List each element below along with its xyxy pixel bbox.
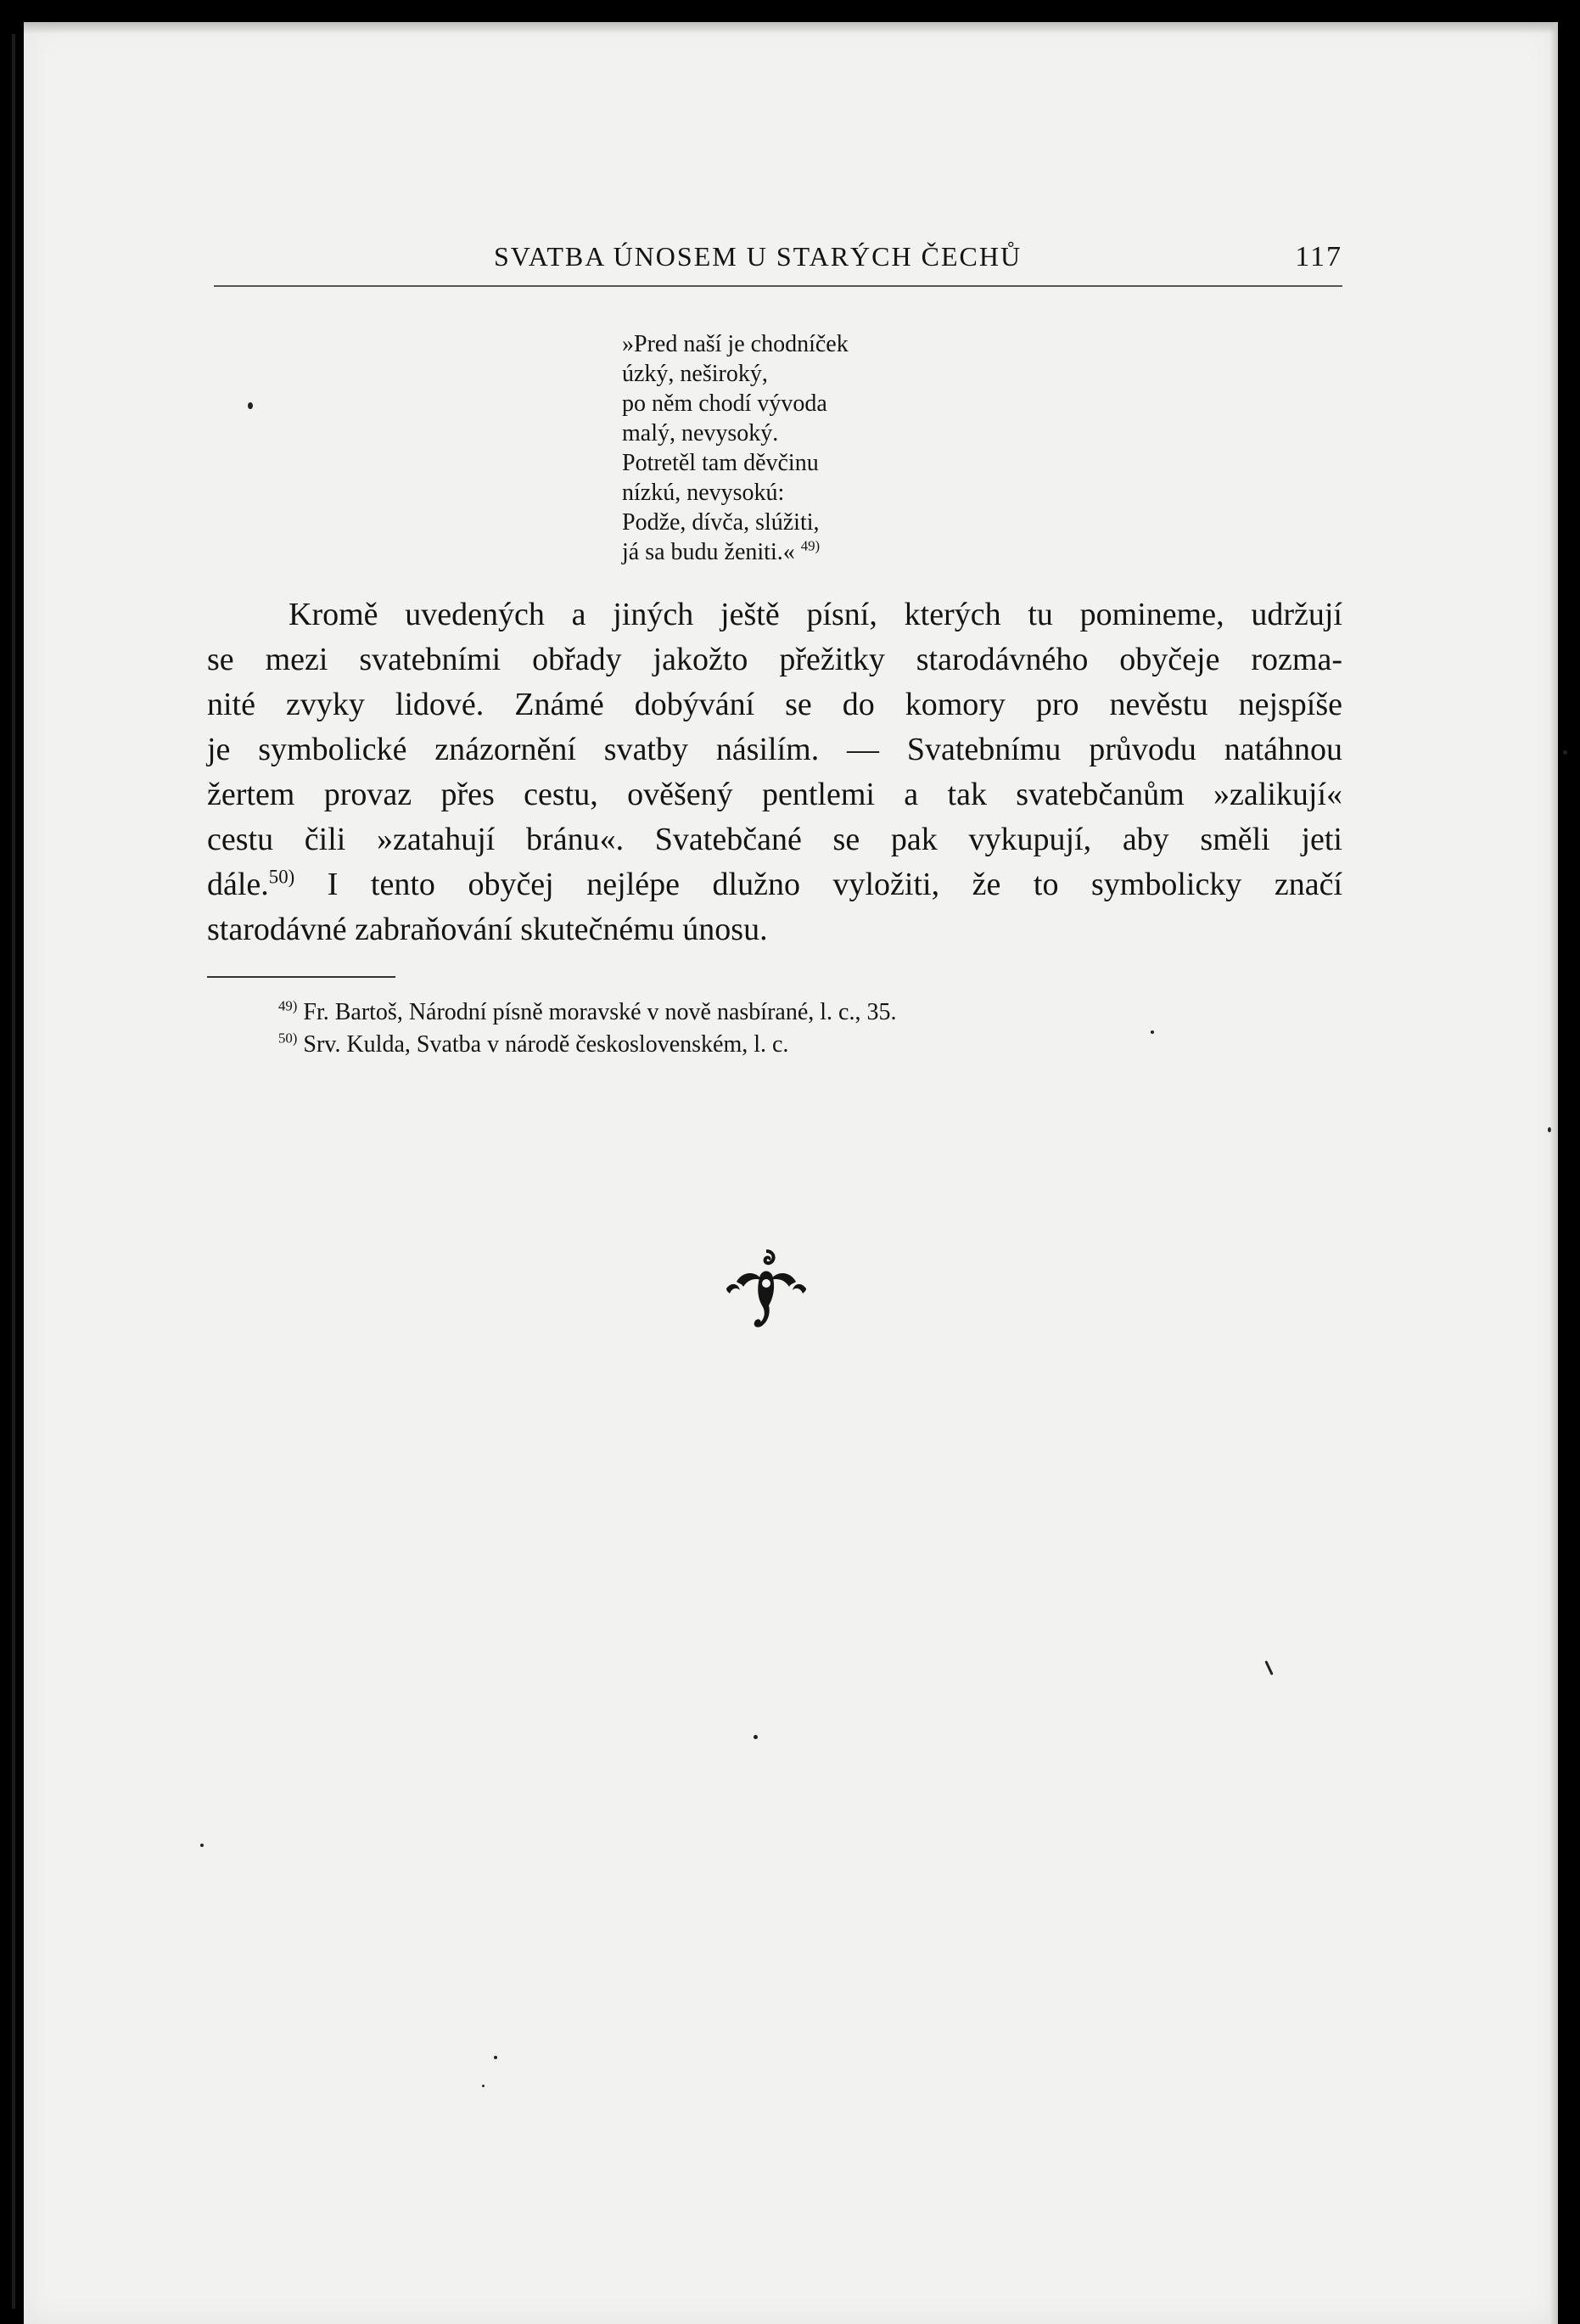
footnotes bbox=[278, 996, 896, 1061]
scan-speck bbox=[248, 402, 253, 409]
verse-line-text: já sa budu ženiti.« bbox=[622, 539, 795, 565]
paragraph-line: se mezi svatebními obřady jakožto přežitky starodávného obyčeje rozma- bbox=[207, 642, 1342, 677]
verse-line: Podže, dívča, slúžiti, bbox=[622, 509, 820, 536]
footnote-text: Srv. Kulda, Svatba v národě československém, l. c. bbox=[303, 1031, 789, 1058]
scan-speck bbox=[200, 1844, 204, 1847]
body-paragraph bbox=[207, 592, 1342, 952]
folk-song-verse bbox=[622, 329, 849, 567]
running-head-title: SVATBA ÚNOSEM U STARÝCH ČECHŮ bbox=[494, 241, 1023, 272]
paragraph-line: je symbolické znázornění svatby násilím. — Svatebnímu průvodu natáhnou bbox=[207, 732, 1342, 767]
verse-line: Potretěl tam děvčinu bbox=[622, 450, 819, 476]
paragraph-line: nité zvyky lidové. Známé dobývání se do komory pro nevěstu nejspíše bbox=[207, 687, 1342, 722]
paragraph-line-with-note bbox=[207, 862, 1342, 907]
footnote-mark: 50) bbox=[278, 1030, 298, 1047]
footnote-text: Fr. Bartoš, Národní písně moravské v nově nasbírané, l. c., 35. bbox=[303, 999, 897, 1025]
running-head bbox=[214, 234, 1342, 285]
scan-speck bbox=[1264, 1660, 1273, 1676]
footnote-49 bbox=[278, 996, 896, 1029]
page-number: 117 bbox=[1295, 241, 1342, 272]
verse-line: malý, nevysoký. bbox=[622, 420, 779, 446]
verse-line-last bbox=[622, 537, 849, 567]
header-rule bbox=[214, 285, 1342, 287]
footnote-50 bbox=[278, 1029, 896, 1061]
footnote-ref-50[interactable]: 50) bbox=[268, 866, 295, 888]
book-page bbox=[24, 22, 1558, 2324]
paragraph-line-rest: I tento obyčej nejlépe dlužno vyložiti, že to symbolicky značí bbox=[327, 867, 1343, 902]
verse-line: po něm chodí vývoda bbox=[622, 390, 827, 417]
footnote-rule bbox=[207, 976, 395, 978]
scan-speck bbox=[754, 1735, 758, 1739]
scan-speck bbox=[1563, 750, 1567, 755]
page-left-edge bbox=[12, 34, 15, 2309]
verse-line: úzký, neširoký, bbox=[622, 361, 768, 387]
footnote-mark: 49) bbox=[278, 997, 298, 1014]
scan-speck bbox=[1151, 1030, 1154, 1034]
paragraph-line: starodávné zabraňování skutečnému únosu. bbox=[207, 912, 768, 947]
paragraph-line-start: dále. bbox=[207, 867, 269, 902]
verse-line: nízkú, nevysokú: bbox=[622, 480, 785, 506]
verse-line: »Pred naší je chodníček bbox=[622, 331, 849, 357]
footnote-ref-49[interactable]: 49) bbox=[800, 537, 821, 554]
scan-speck bbox=[482, 2085, 485, 2087]
scan-speck bbox=[1548, 1127, 1551, 1132]
paragraph-line: cestu čili »zatahují bránu«. Svatebčané se pak vykupují, aby směli jeti bbox=[207, 822, 1342, 857]
paragraph-line: žertem provaz přes cestu, ověšený pentlemi a tak svatebčanům »zalikují« bbox=[207, 777, 1342, 812]
scan-speck bbox=[494, 2056, 497, 2059]
paragraph-line: Kromě uvedených a jiných ještě písní, kterých tu pomineme, udržují bbox=[289, 597, 1342, 632]
fleuron-icon bbox=[720, 1244, 813, 1338]
